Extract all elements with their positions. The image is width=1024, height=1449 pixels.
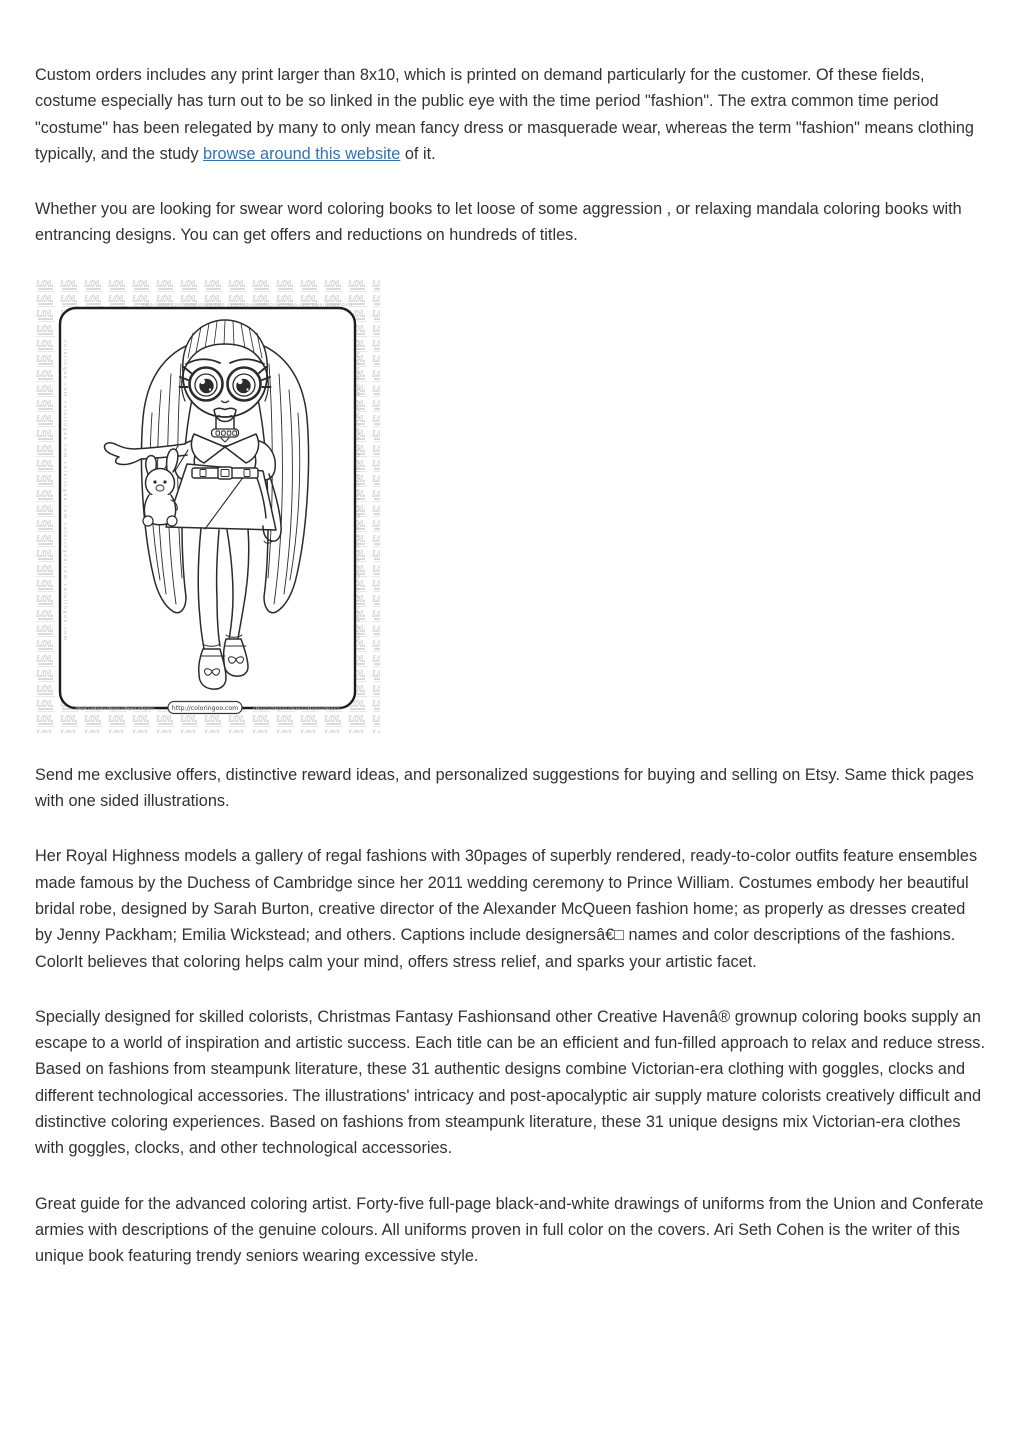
belt-buckle bbox=[218, 467, 232, 479]
svg-text:coloringoo.com coloringoo.com: coloringoo.com coloringoo.com coloringoo.com coloringoo.com coloringoo.com bbox=[62, 339, 67, 640]
source-label bbox=[168, 701, 242, 713]
paragraph-royal-highness: Her Royal Highness models a gallery of regal fashions with 30pages of superbly rendered, ready-to-color outfits feature ensembles made famous by the Duchess of Cambridge since her 2011 wedding ceremony to Prince William. Costumes embody her beautiful bridal robe, designed by Sarah Burton, creative director of the Alexander McQueen fashion home; as properly as dresses created by Jenny Packham; Emilia Wickstead; and others. Captions include designersâ€□ names and color descriptions of the fashions. ColorIt believes that coloring helps calm your mind, offers stress relief, and sparks your artistic facet. bbox=[35, 847, 978, 971]
paragraph-custom-orders bbox=[35, 62, 987, 167]
coloring-page-image bbox=[35, 278, 380, 733]
paragraph-text: Custom orders includes any print larger than 8x10, which is printed on demand particularly for the customer. Of these fields, costume especially has turn out to be so linked in the public eye with the time period "fashion". The extra common time period "costume" has been relegated by many to only mean fancy dress or masquerade wear, whereas the term "fashion" means clothing typically, and the study bbox=[35, 66, 974, 163]
svg-text:coloringoo.com coloringoo.com: coloringoo.com coloringoo.com coloringoo.com coloringoo.com coloringoo.com bbox=[253, 706, 341, 712]
paragraph-etsy-offers: Send me exclusive offers, distinctive reward ideas, and personalized suggestions for buying and selling on Etsy. Same thick pages with one sided illustrations. bbox=[35, 765, 974, 811]
svg-text:coloringoo.com coloringoo.com: coloringoo.com coloringoo.com coloringoo.com coloringoo.com coloringoo.com bbox=[142, 302, 352, 308]
svg-text:coloringoo.com coloringoo.com: coloringoo.com coloringoo.com coloringoo.com coloringoo.com coloringoo.com bbox=[355, 339, 360, 640]
paragraph-swear-word-books: Whether you are looking for swear word coloring books to let loose of some aggression , or relaxing mandala coloring books with entrancing designs. You can get offers and reductions on hundreds of titles. bbox=[35, 200, 962, 245]
svg-text:coloringoo.com coloringoo.com: coloringoo.com coloringoo.com coloringoo.com coloringoo.com coloringoo.com bbox=[75, 706, 155, 712]
browse-around-this-website-link[interactable]: browse around this website bbox=[203, 144, 401, 163]
lol-omg-doll-coloring-svg bbox=[35, 278, 380, 733]
source-url-text: http://coloringoo.com bbox=[171, 704, 239, 712]
paragraph-advanced-artist-guide: Great guide for the advanced coloring artist. Forty-five full-page black-and-white drawings of uniforms from the Union and Conferate armies with descriptions of the genuine colours. All uniforms proven in full color on the covers. Ari Seth Cohen is the writer of this unique book featuring trendy seniors wearing excessive style. bbox=[35, 1194, 984, 1266]
paragraph-creative-haven: Specially designed for skilled colorists, Christmas Fantasy Fashionsand other Creative Havenâ® grownup coloring books supply an escape to a world of inspiration and artistic success. Each title can be an efficient and fun-filled approach to relax and reduce stress. Based on fashions from steampunk literature, these 31 authentic designs combine Victorian-era clothing with goggles, clocks and different technological accessories. The illustrations' intricacy and post-apocalyptic air supply mature colorists creatively difficult and distinctive coloring experiences. Based on fashions from steampunk literature, these 31 unique designs mix Victorian-era clothes with goggles, clocks, and other technological accessories. bbox=[35, 1007, 985, 1158]
paragraph-text: of it. bbox=[400, 144, 436, 163]
